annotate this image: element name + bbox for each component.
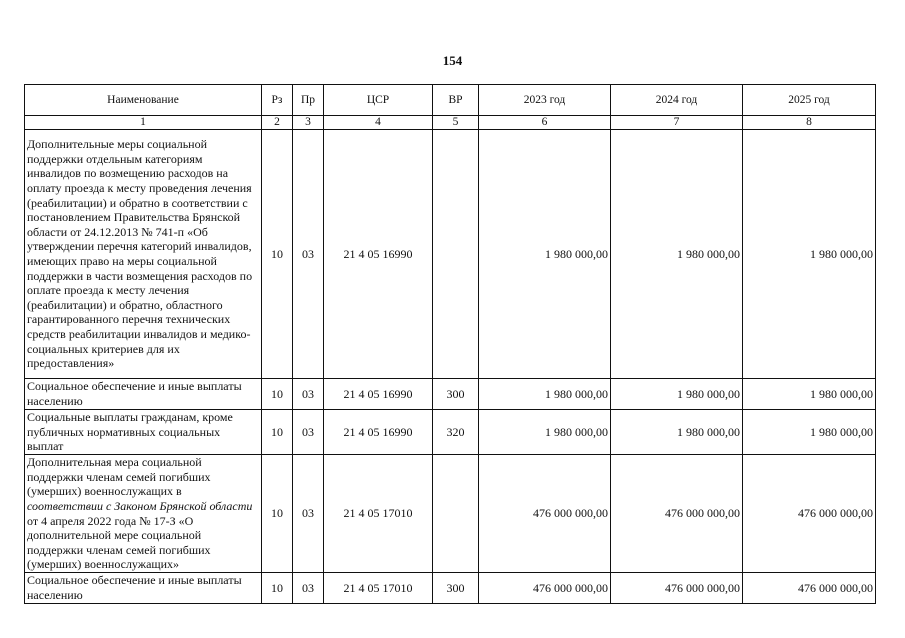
header-csr: ЦСР [324,85,433,116]
row-csr: 21 4 05 17010 [324,455,433,573]
table-row [25,130,876,379]
header-name: Наименование [25,85,262,116]
row-rz: 10 [262,455,293,573]
header-rz: Рз [262,85,293,116]
header-row [25,85,876,116]
row-amount-2024: 1 980 000,00 [611,130,743,379]
row-vr [433,130,479,379]
row-name-part: от 4 апреля 2022 года № 17-З «О дополнительной мере социальной поддержки членам семей погибших (умерших) военнослужащих» [27,513,211,572]
row-amount-2023: 1 980 000,00 [479,410,611,455]
column-number: 2 [262,116,293,130]
table-row [25,379,876,410]
row-amount-2025: 1 980 000,00 [743,379,876,410]
row-vr: 300 [433,379,479,410]
row-amount-2023: 476 000 000,00 [479,455,611,573]
row-amount-2023: 476 000 000,00 [479,573,611,604]
column-number: 7 [611,116,743,130]
row-rz: 10 [262,573,293,604]
column-number: 1 [25,116,262,130]
budget-table [24,84,876,604]
column-number: 4 [324,116,433,130]
column-number: 6 [479,116,611,130]
row-amount-2025: 1 980 000,00 [743,410,876,455]
table-row [25,410,876,455]
row-name: Дополнительные меры социальной поддержки отдельным категориям инвалидов по возмещению расходов на оплату проезда к месту проведения лечения (реабилитации) и обратно в соответствии с постановлением Правительства Брянской области от 24.12.2013 № 741-п «Об утверждении перечня категорий инвалидов, имеющих право на меры социальной поддержки в части возмещения расходов по оплате проезда к месту лечения (реабилитации) и обратно, областного гарантированного перечня технических средств реабилитации инвалидов и медико-социальных критериев для их предоставления» [25,130,262,379]
row-rz: 10 [262,379,293,410]
row-vr: 320 [433,410,479,455]
row-name: Социальное обеспечение и иные выплаты населению [25,379,262,410]
row-rz: 10 [262,410,293,455]
row-name-part: Дополнительная мера социальной поддержки членам семей погибших (умерших) военнослужащих в [27,455,211,499]
header-2024: 2024 год [611,85,743,116]
row-rz: 10 [262,130,293,379]
row-name: Социальное обеспечение и иные выплаты населению [25,573,262,604]
row-amount-2024: 476 000 000,00 [611,455,743,573]
header-2025: 2025 год [743,85,876,116]
row-csr: 21 4 05 17010 [324,573,433,604]
row-vr: 300 [433,573,479,604]
column-number: 5 [433,116,479,130]
header-vr: ВР [433,85,479,116]
column-number: 8 [743,116,876,130]
row-amount-2024: 1 980 000,00 [611,410,743,455]
row-amount-2024: 1 980 000,00 [611,379,743,410]
row-amount-2025: 476 000 000,00 [743,573,876,604]
row-pr: 03 [293,130,324,379]
row-pr: 03 [293,379,324,410]
row-amount-2023: 1 980 000,00 [479,379,611,410]
row-name [25,455,262,573]
row-csr: 21 4 05 16990 [324,410,433,455]
column-number: 3 [293,116,324,130]
row-name-law-reference: соответствии с Законом Брянской области [27,498,253,513]
row-amount-2023: 1 980 000,00 [479,130,611,379]
row-pr: 03 [293,455,324,573]
header-2023: 2023 год [479,85,611,116]
row-vr [433,455,479,573]
row-amount-2025: 1 980 000,00 [743,130,876,379]
table-row [25,573,876,604]
page-number: 154 [442,53,463,68]
row-amount-2025: 476 000 000,00 [743,455,876,573]
row-csr: 21 4 05 16990 [324,130,433,379]
row-csr: 21 4 05 16990 [324,379,433,410]
row-name: Социальные выплаты гражданам, кроме публичных нормативных социальных выплат [25,410,262,455]
column-number-row [25,116,876,130]
row-pr: 03 [293,573,324,604]
row-amount-2024: 476 000 000,00 [611,573,743,604]
header-pr: Пр [293,85,324,116]
table-row [25,455,876,573]
row-pr: 03 [293,410,324,455]
